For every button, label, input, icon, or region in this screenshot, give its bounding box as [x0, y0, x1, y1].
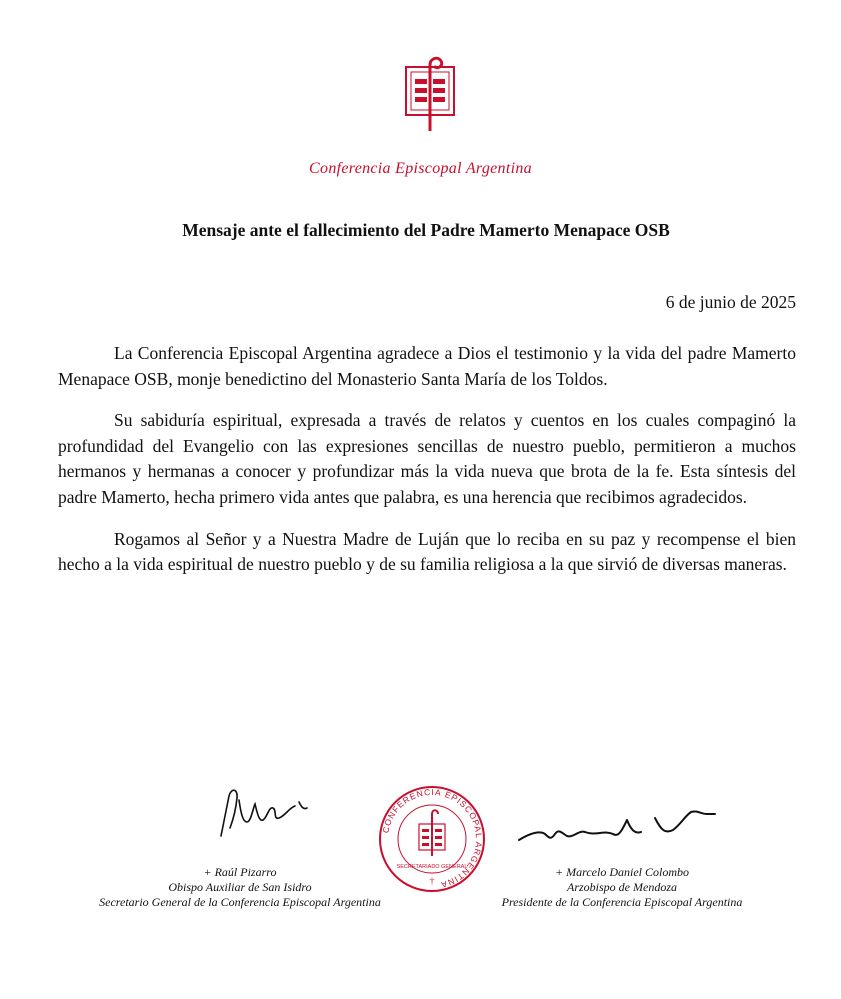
signature-pizarro-icon — [203, 778, 313, 838]
signatory-role: Arzobispo de Mendoza — [567, 880, 677, 894]
document-body — [58, 341, 796, 594]
crozier-shield-icon — [400, 55, 460, 135]
signature-colombo-icon — [515, 800, 725, 850]
signatory-position: Presidente de la Conferencia Episcopal Argentina — [501, 895, 743, 909]
paragraph: La Conferencia Episcopal Argentina agradece a Dios el testimonio y la vida del padre Mamerto Menapace OSB, monje benedictino del Monasterio Santa María de los Toldos. — [58, 343, 796, 389]
paragraph: Su sabiduría espiritual, expresada a través de relatos y cuentos en los cuales compaginó la profundidad del Evangelio con las expresiones sencillas de nuestro pueblo, permitieron a muchos hermanos y hermanas a conocer y profundizar más la vida nueva que brota de la fe. Esta síntesis del padre Mamerto, hecha primero vida antes que palabra, es una herencia que recibimos agradecidos. — [58, 410, 796, 507]
signatory-role: Obispo Auxiliar de San Isidro — [168, 880, 312, 894]
signatory-colombo — [457, 865, 787, 910]
document-title: Mensaje ante el fallecimiento del Padre Mamerto Menapace OSB — [182, 220, 670, 240]
signature-area — [0, 770, 841, 930]
signatory-position: Secretario General de la Conferencia Episcopal Argentina — [99, 895, 381, 909]
signatory-pizarro — [60, 865, 420, 910]
signatory-name: + Marcelo Daniel Colombo — [555, 865, 689, 879]
conference-logo — [400, 55, 460, 135]
signatory-name: + Raúl Pizarro — [203, 865, 277, 879]
paragraph: Rogamos al Señor y a Nuestra Madre de Luján que lo reciba en su paz y recompense el bien hecho a la vida espiritual de nuestro pueblo y de su familia religiosa a la que sirvió de diversas maneras. — [58, 528, 796, 575]
svg-text:†: † — [429, 876, 435, 886]
document-date: 6 de junio de 2025 — [665, 292, 796, 312]
organization-name: Conferencia Episcopal Argentina — [309, 160, 532, 177]
svg-text:CONFERENCIA EPISCOPAL ARGENTIN: CONFERENCIA EPISCOPAL ARGENTINA — [380, 786, 485, 891]
svg-text:SECRETARIADO GENERAL: SECRETARIADO GENERAL — [396, 864, 468, 870]
